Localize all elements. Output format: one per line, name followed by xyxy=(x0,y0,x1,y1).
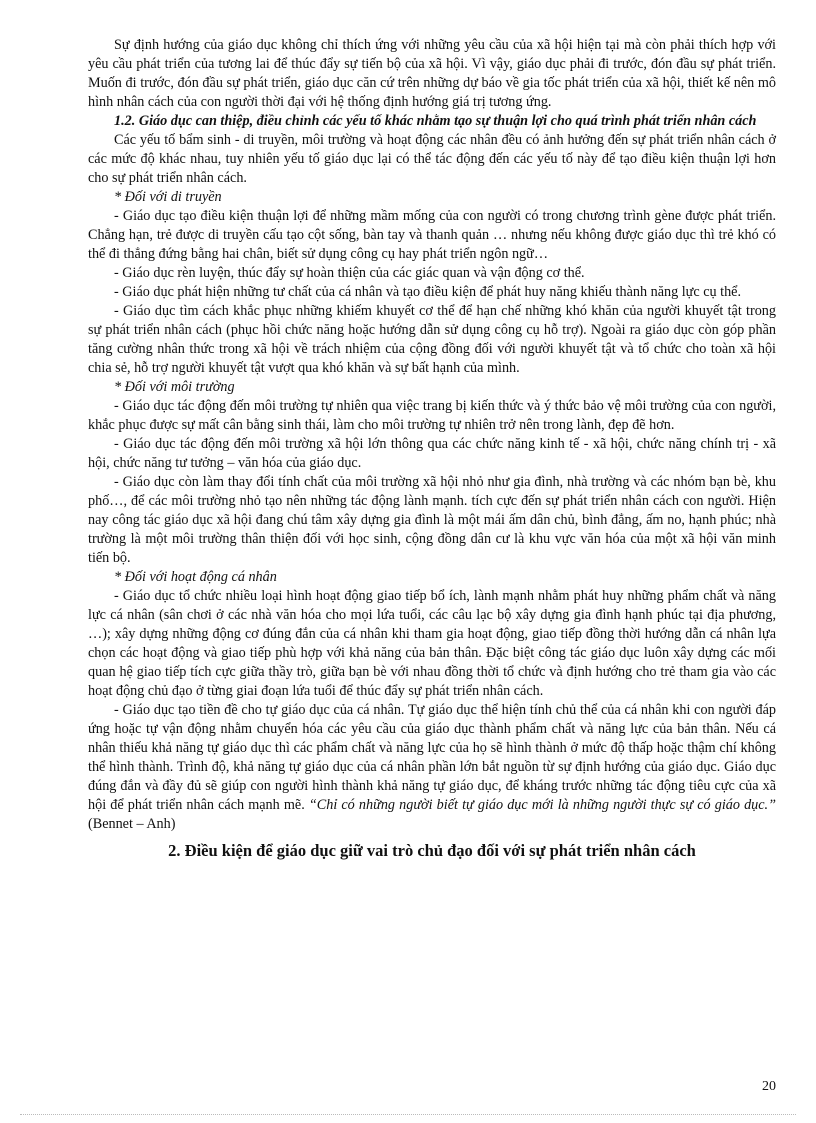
page-bottom-divider xyxy=(20,1114,796,1115)
paragraph-intro: Sự định hướng của giáo dục không chỉ thích ứng với những yêu cầu của xã hội hiện tại mà còn phải thích hợp với yêu cầu phát triển của tương lai để thúc đẩy sự tiến bộ của xã hội. Vì vậy, giáo dục phải đi trước, đón đầu sự phát triển. Muốn đi trước, đón đầu sự phát triển, giáo dục căn cứ trên những dự báo về gia tốc phát triển của xã hội, thiết kế nên mô hình nhân cách của con người thời đại với hệ thống định hướng giá trị tương ứng. xyxy=(88,37,776,110)
genetics-item: - Giáo dục rèn luyện, thúc đẩy sự hoàn thiện của các giác quan và vận động cơ thể. xyxy=(114,265,585,281)
genetics-item: - Giáo dục phát hiện những tư chất của cá nhân và tạo điều kiện để phát huy năng khiếu thành năng lực cụ thể. xyxy=(114,284,742,300)
activity-last-item-text: - Giáo dục tạo tiền đề cho tự giáo dục của cá nhân. Tự giáo dục thể hiện tính chủ thể của cá nhân khi con người đáp ứng hoặc tự vận động nhằm chuyển hóa các yêu cầu của giáo dục thành phẩm chất và năng lực của bản thân. Nếu cá nhân thiếu khả năng tự giáo dục thì các phẩm chất và năng lực của họ sẽ hình thành ở mức độ thấp hoặc thậm chí không thể hình thành. Trình độ, khả năng tự giáo dục của cá nhân phần lớn bắt nguồn từ sự định hướng của giáo dục. Giáo dục đúng đắn và đầy đủ sẽ giúp con người hình thành khả năng tự giáo dục, để kháng trước những tác động tiêu cực của xã hội để phát triển nhân cách mạnh mẽ. xyxy=(88,702,776,813)
quote-source: (Bennet – Anh) xyxy=(88,816,176,832)
document-page xyxy=(88,36,776,862)
genetics-title: * Đối với di truyền xyxy=(114,189,222,205)
activity-item-self-education xyxy=(88,701,776,834)
environment-title: * Đối với môi trường xyxy=(114,379,235,395)
environment-item: - Giáo dục còn làm thay đổi tính chất của môi trường xã hội nhỏ như gia đình, nhà trường và các nhóm bạn bè, khu phố…, để các môi trường nhỏ tạo nên những tác động lành mạnh. tích cực đến sự phát triển nhân cách con người. Hiện nay công tác giáo dục xã hội đang chú tâm xây dựng gia đình là một mái ấm dân chủ, bình đẳng, ấm no, hạnh phúc; nhà trường là một môi trường thân thiện đối với học sinh, cộng đồng dân cư là khu vực văn hóa của một xã hội văn minh tiến bộ. xyxy=(88,474,776,566)
section-2-heading: 2. Điều kiện để giáo dục giữ vai trò chủ đạo đối với sự phát triển nhân cách xyxy=(168,841,696,860)
environment-item: - Giáo dục tác động đến môi trường xã hội lớn thông qua các chức năng kinh tế - xã hội, chức năng chính trị - xã hội, chức năng tư tưởng – văn hóa của giáo dục. xyxy=(88,436,776,471)
genetics-item: - Giáo dục tạo điều kiện thuận lợi để những mầm mống của con người có trong chương trình gène được phát triển. Chẳng hạn, trẻ được di truyền cấu tạo cột sống, bàn tay và thanh quản … nhưng nếu không được giáo dục thì trẻ khó có thể đi thẳng đứng bằng hai chân, biết sử dụng công cụ hay phát triển ngôn ngữ… xyxy=(88,208,776,262)
paragraph-factors: Các yếu tố bẩm sinh - di truyền, môi trường và hoạt động các nhân đều có ảnh hưởng đến sự phát triển nhân cách ở các mức độ khác nhau, tuy nhiên yếu tố giáo dục lại có thể tác động đến các yếu tố này để tạo điều kiện thuận lợi hơn cho sự phát triển nhân cách. xyxy=(88,132,776,186)
activity-item: - Giáo dục tổ chức nhiều loại hình hoạt động giao tiếp bổ ích, lành mạnh nhằm phát huy những phẩm chất và năng lực cá nhân (sân chơi ở các nhà văn hóa cho mọi lứa tuổi, các câu lạc bộ xây dựng gia đình hạnh phúc tại địa phương, …); xây dựng những động cơ đúng đắn của cá nhân khi tham gia hoạt động, giao tiếp đồng thời hướng dẫn cá nhân lựa chọn các hoạt động và giao tiếp phù hợp với khả năng của bản thân. Đặc biệt công tác giáo dục luôn xây dựng các mối quan hệ giao tiếp tích cực giữa thầy trò, giữa bạn bè với nhau đồng thời tổ chức và định hướng cho trẻ tham gia vào các hoạt động chủ đạo ở từng giai đoạn lứa tuổi để thúc đẩy sự phát triển nhân cách. xyxy=(88,588,776,699)
activity-title: * Đối với hoạt động cá nhân xyxy=(114,569,277,585)
genetics-item: - Giáo dục tìm cách khắc phục những khiếm khuyết cơ thể để hạn chế những khó khăn của người khuyết tật trong sự phát triển nhân cách (phục hồi chức năng hoặc hướng dẫn sử dụng công cụ hỗ trợ). Ngoài ra giáo dục còn góp phần tăng cường nhân thức trong xã hội về trách nhiệm của cộng đồng đối với người khuyết tật và tổ chức cho toàn xã hội chia sẻ, hỗ trợ người khuyết tật vượt qua khó khăn và sự bất hạnh của mình. xyxy=(88,303,776,376)
heading-1-2: 1.2. Giáo dục can thiệp, điều chỉnh các yếu tố khác nhằm tạo sự thuận lợi cho quá trình phát triển nhân cách xyxy=(114,113,757,129)
environment-item: - Giáo dục tác động đến môi trường tự nhiên qua việc trang bị kiến thức và ý thức bảo vệ môi trường của con người, khắc phục được sự mất cân bằng sinh thái, làm cho môi trường tự nhiên trở nên trong lành, đẹp đẽ hơn. xyxy=(88,398,776,433)
page-number: 20 xyxy=(762,1079,776,1094)
bennet-quote: “Chỉ có những người biết tự giáo dục mới là những người thực sự có giáo dục.” xyxy=(308,797,776,813)
